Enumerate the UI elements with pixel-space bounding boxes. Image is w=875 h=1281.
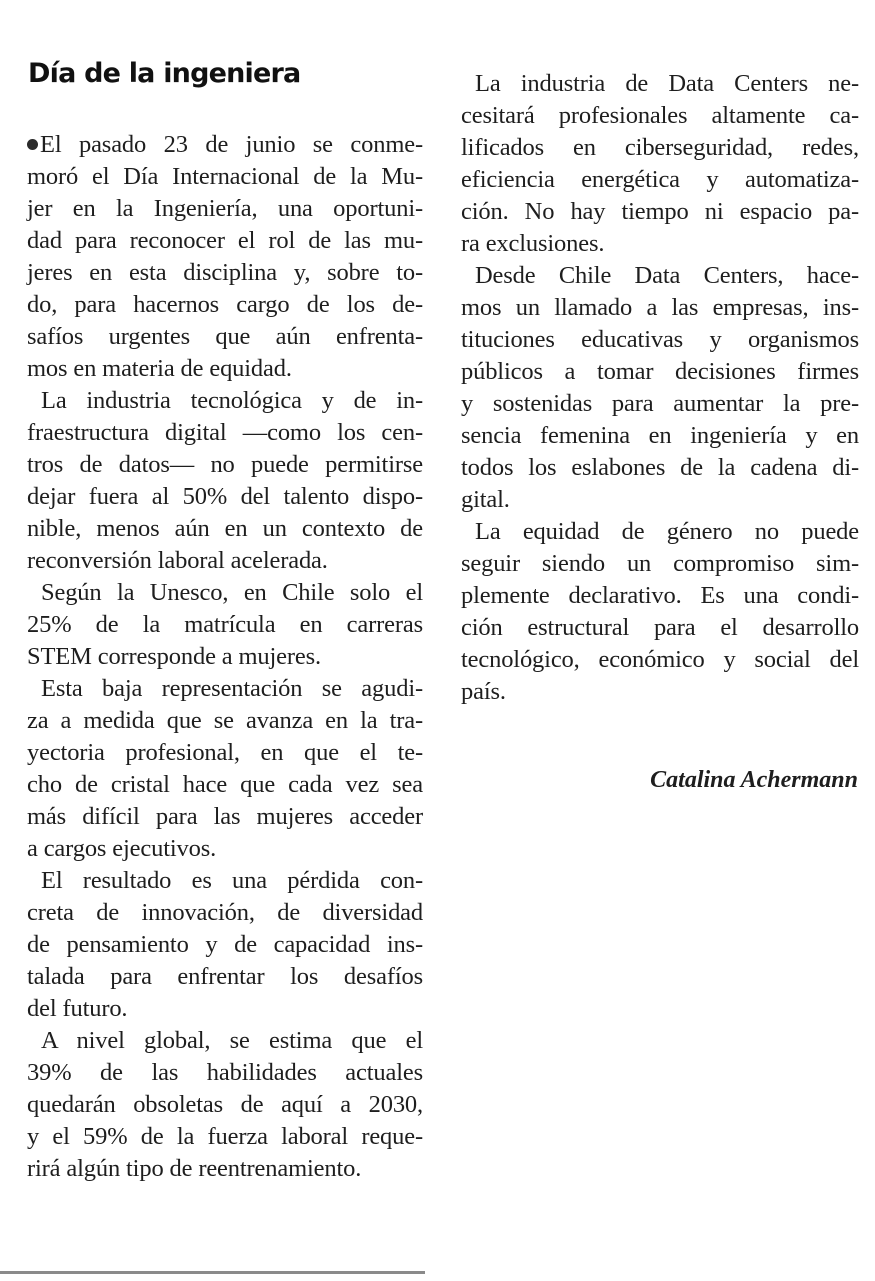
text-line: tituciones educativas y organismos [461,326,859,353]
text-line: seguir siendo un compromiso sim- [461,550,859,577]
text-line: La industria de Data Centers ne- [475,70,859,97]
text-line: La equidad de género no puede [475,518,859,545]
bullet-icon [27,139,38,150]
text-line: jer en la Ingeniería, una oportuni- [27,195,423,222]
text-line: mos en materia de equidad. [27,355,292,382]
text-line: gital. [461,486,510,513]
text-line: dad para reconocer el rol de las mu- [27,227,423,254]
text-line: do, para hacernos cargo de los de- [27,291,423,318]
text-line: za a medida que se avanza en la tra- [27,707,423,734]
left-column [27,129,423,1185]
text-line: 39% de las habilidades actuales [27,1059,423,1086]
text-line: dejar fuera al 50% del talento dispo- [27,483,423,510]
text-line: plemente declarativo. Es una condi- [461,582,859,609]
text-line: a cargos ejecutivos. [27,835,217,862]
text-line: ción. No hay tiempo ni espacio pa- [461,198,859,225]
text-line: lificados en ciberseguridad, redes, [461,134,859,161]
text-line: El resultado es una pérdida con- [41,867,423,894]
text-line: y sostenidas para aumentar la pre- [461,390,859,417]
text-line: La industria tecnológica y de in- [41,387,423,414]
text-line: STEM corresponde a mujeres. [27,643,321,670]
bottom-rule [0,1271,425,1274]
text-line [27,129,423,161]
text-line: A nivel global, se estima que el [41,1027,423,1054]
text-line: rirá algún tipo de reentrenamiento. [27,1155,362,1182]
text-line-content: El pasado 23 de junio se conme- [40,131,423,158]
text-line: Desde Chile Data Centers, hace- [475,262,859,289]
text-line: más difícil para las mujeres acceder [27,803,423,830]
text-line: moró el Día Internacional de la Mu- [27,163,423,190]
text-line: país. [461,678,506,705]
text-line: jeres en esta disciplina y, sobre to- [27,259,423,286]
text-line: ra exclusiones. [461,230,605,257]
text-line: reconversión laboral acelerada. [27,547,328,574]
article-headline: Día de la ingeniera [28,58,301,89]
text-line: y el 59% de la fuerza laboral reque- [27,1123,423,1150]
text-line: eficiencia energética y automatiza- [461,166,859,193]
text-line: ción estructural para el desarrollo [461,614,859,641]
text-line: tecnológico, económico y social del [461,646,859,673]
text-line: tros de datos— no puede permitirse [27,451,423,478]
text-line: cesitará profesionales altamente ca- [461,102,859,129]
text-line: sencia femenina en ingeniería y en [461,422,859,449]
text-line: safíos urgentes que aún enfrenta- [27,323,423,350]
text-line: quedarán obsoletas de aquí a 2030, [27,1091,423,1118]
text-line: talada para enfrentar los desafíos [27,963,423,990]
text-line: todos los eslabones de la cadena di- [461,454,859,481]
right-column [461,68,859,708]
text-line: 25% de la matrícula en carreras [27,611,423,638]
text-line: públicos a tomar decisiones firmes [461,358,859,385]
text-line: cho de cristal hace que cada vez sea [27,771,423,798]
text-line: nible, menos aún en un contexto de [27,515,423,542]
text-line: yectoria profesional, en que el te- [27,739,423,766]
text-line: Esta baja representación se agudi- [41,675,423,702]
text-line: Según la Unesco, en Chile solo el [41,579,423,606]
text-line: de pensamiento y de capacidad ins- [27,931,423,958]
text-line: del futuro. [27,995,128,1022]
text-line: mos un llamado a las empresas, ins- [461,294,859,321]
text-line: creta de innovación, de diversidad [27,899,423,926]
text-line: fraestructura digital —como los cen- [27,419,423,446]
author-signature: Catalina Achermann [650,767,858,793]
